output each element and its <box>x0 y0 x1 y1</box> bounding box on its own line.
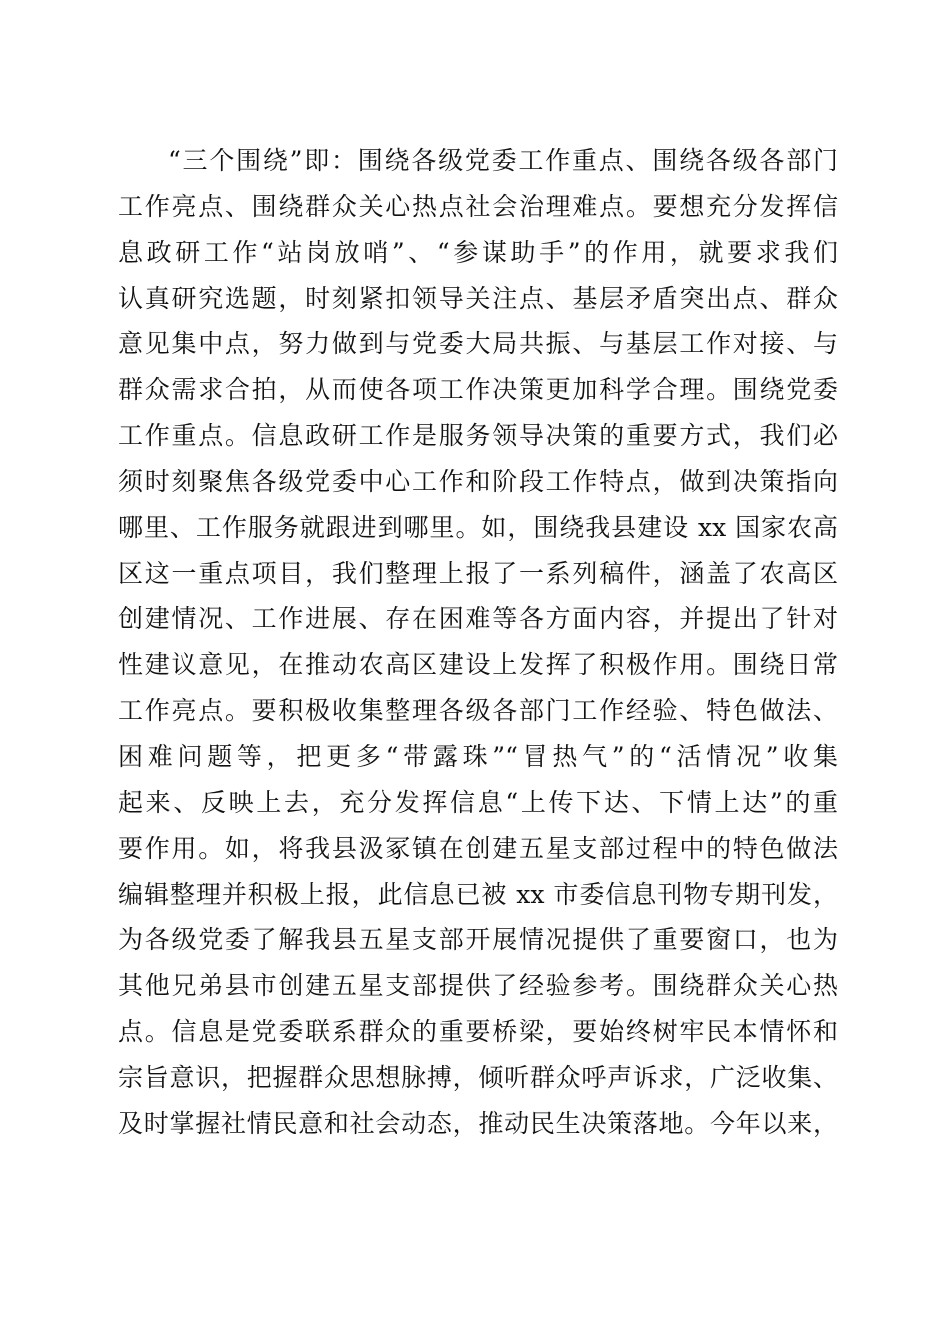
paragraph-line: 其他兄弟县市创建五星支部提供了经验参考。围绕群众关心热 <box>118 971 838 1001</box>
body-paragraph <box>118 138 838 1147</box>
paragraph-line: 意见集中点，努力做到与党委大局共振、与基层工作对接、与 <box>118 329 838 359</box>
paragraph-line: 宗旨意识，把握群众思想脉搏，倾听群众呼声诉求，广泛收集、 <box>118 1062 838 1092</box>
paragraph-line: 工作亮点、围绕群众关心热点社会治理难点。要想充分发挥信 <box>118 191 838 221</box>
paragraph-line: 为各级党委了解我县五星支部开展情况提供了重要窗口，也为 <box>118 925 838 955</box>
paragraph-line: 哪里、工作服务就跟进到哪里。如，围绕我县建设 xx 国家农高 <box>118 512 838 542</box>
paragraph-line: 性建议意见，在推动农高区建设上发挥了积极作用。围绕日常 <box>118 650 838 680</box>
paragraph-line: 认真研究选题，时刻紧扣领导关注点、基层矛盾突出点、群众 <box>118 283 838 313</box>
paragraph-line: 要作用。如，将我县汲冢镇在创建五星支部过程中的特色做法 <box>118 833 838 863</box>
paragraph-line: 区这一重点项目，我们整理上报了一系列稿件，涵盖了农高区 <box>118 558 838 588</box>
paragraph-line: 须时刻聚焦各级党委中心工作和阶段工作特点，做到决策指向 <box>118 466 838 496</box>
paragraph-line: 起来、反映上去，充分发挥信息“上传下达、下情上达”的重 <box>118 787 838 817</box>
paragraph-line: 工作重点。信息政研工作是服务领导决策的重要方式，我们必 <box>118 421 838 451</box>
paragraph-line: 及时掌握社情民意和社会动态，推动民生决策落地。今年以来， <box>118 1108 838 1138</box>
paragraph-line: 息政研工作“站岗放哨”、“参谋助手”的作用，就要求我们 <box>118 237 838 267</box>
paragraph-line: 创建情况、工作进展、存在困难等各方面内容，并提出了针对 <box>118 604 838 634</box>
paragraph-line: 工作亮点。要积极收集整理各级各部门工作经验、特色做法、 <box>118 696 838 726</box>
paragraph-line: “三个围绕”即：围绕各级党委工作重点、围绕各级各部门 <box>168 146 838 175</box>
paragraph-line: 群众需求合拍，从而使各项工作决策更加科学合理。围绕党委 <box>118 375 838 405</box>
paragraph-line: 点。信息是党委联系群众的重要桥梁，要始终树牢民本情怀和 <box>118 1017 838 1047</box>
paragraph-line: 编辑整理并积极上报，此信息已被 xx 市委信息刊物专期刊发， <box>118 879 838 909</box>
paragraph-line: 困难问题等，把更多“带露珠”“冒热气”的“活情况”收集 <box>118 741 838 771</box>
